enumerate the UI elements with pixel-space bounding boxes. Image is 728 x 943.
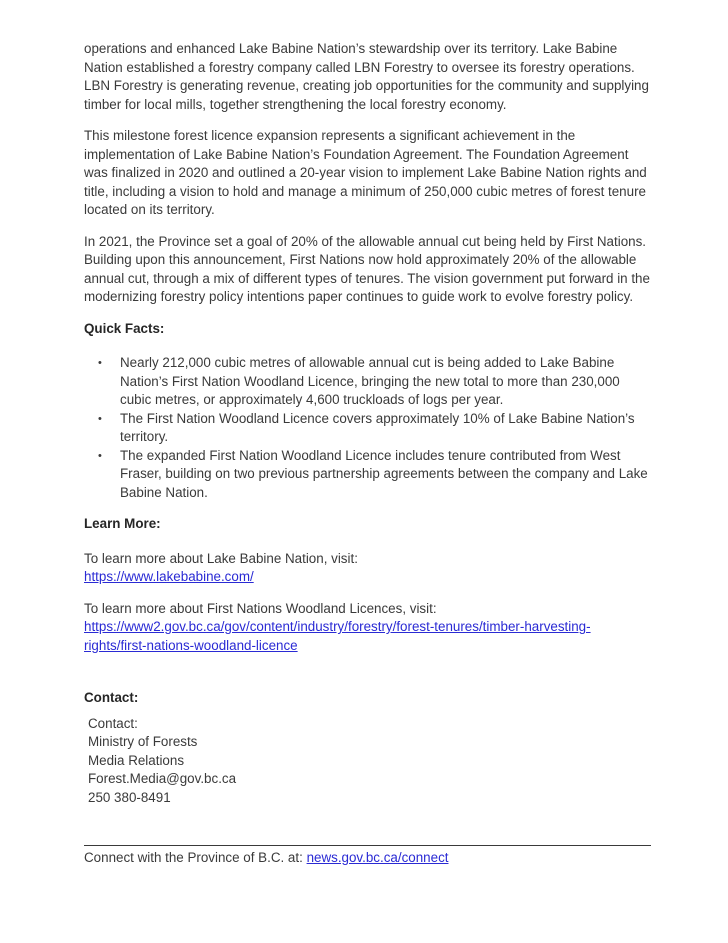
learn-more-intro: To learn more about First Nations Woodland Licences, visit: <box>84 600 437 616</box>
quick-fact-text: The expanded First Nation Woodland Licence includes tenure contributed from West Fraser, building on two previous partnership agreements between the company and Lake Babine Nation. <box>120 447 648 500</box>
quick-facts-list <box>84 354 650 502</box>
contact-label: Contact: <box>88 715 138 731</box>
quick-facts-heading: Quick Facts: <box>84 320 165 336</box>
learn-more-item <box>84 600 650 656</box>
contact-department: Media Relations <box>88 752 185 768</box>
learn-more-item <box>84 550 650 587</box>
document-content <box>84 40 650 868</box>
contact-heading: Contact: <box>84 690 139 705</box>
woodland-licence-link[interactable]: https://www2.gov.bc.ca/gov/content/industry/forestry/forest-tenures/timber-harvesting-rights/first-nations-woodland-licence <box>84 619 591 653</box>
learn-more-heading: Learn More: <box>84 516 161 531</box>
lakebabine-link[interactable]: https://www.lakebabine.com/ <box>84 569 254 584</box>
contact-ministry: Ministry of Forests <box>88 734 198 749</box>
learn-more-intro: To learn more about Lake Babine Nation, visit: <box>84 550 358 566</box>
footer-connect <box>84 846 650 868</box>
contact-section <box>84 689 650 807</box>
quick-fact-text: Nearly 212,000 cubic metres of allowable annual cut is being added to Lake Babine Nation’s First Nation Woodland Licence, bringing the new total to more than 230,000 cubic metres, or approximately 4,600 truckloads of logs per year. <box>120 355 620 407</box>
quick-fact-text: The First Nation Woodland Licence covers approximately 10% of Lake Babine Nation’s territory. <box>120 410 635 444</box>
body-paragraph-1: operations and enhanced Lake Babine Nation’s stewardship over its territory. Lake Babine Nation established a forestry company called LBN Forestry to oversee its forestry operations. LBN Forestry is generating revenue, creating job opportunities for the community and supplying timber for local mills, together strengthening the local forestry economy. <box>84 41 649 112</box>
contact-phone: 250 380-8491 <box>88 789 171 805</box>
contact-email: Forest.Media@gov.bc.ca <box>88 771 237 786</box>
quick-fact-item <box>120 410 650 447</box>
body-paragraph-2: This milestone forest licence expansion represents a significant achievement in the implementation of Lake Babine Nation’s Foundation Agreement. The Foundation Agreement was finalized in 2020 and outlined a 20-year vision to implement Lake Babine Nation rights and title, including a vision to hold and manage a minimum of 250,000 cubic metres of forest tenure located on its territory. <box>84 128 647 217</box>
body-paragraph-3: In 2021, the Province set a goal of 20% of the allowable annual cut being held by First Nations. Building upon this announcement, First Nations now hold approximately 20% of the allowable annual cut, through a mix of different types of tenures. The vision government put forward in the modernizing forestry policy intentions paper continues to guide work to evolve forestry policy. <box>84 233 650 304</box>
footer-connect-text: Connect with the Province of B.C. at: <box>84 850 303 865</box>
footer-connect-link[interactable]: news.gov.bc.ca/connect <box>306 850 449 865</box>
quick-fact-item <box>120 354 650 410</box>
quick-fact-item <box>120 447 650 503</box>
